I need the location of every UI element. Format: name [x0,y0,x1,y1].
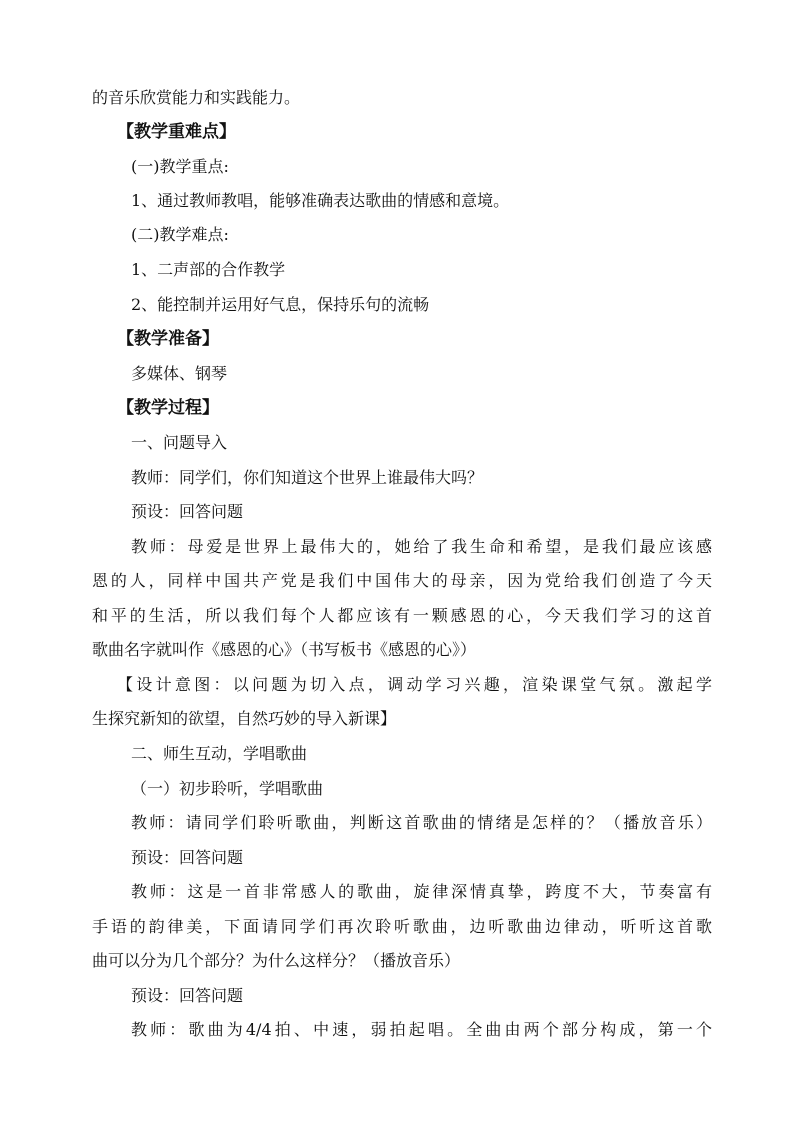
text-line: 二、师生互动，学唱歌曲 [131,744,308,763]
text-line: 教师：这是一首非常感人的歌曲，旋律深情真挚，跨度不大，节奏富有 [131,882,712,901]
text-line: 生探究新知的欲望，自然巧妙的导入新课】 [92,709,397,728]
text-line: (二)教学难点: [131,225,229,244]
text-line: 预设：回答问题 [131,502,244,521]
text-line: 教师：同学们，你们知道这个世界上谁最伟大吗？ [131,468,484,487]
section-heading: 【教学准备】 [117,329,219,349]
text-line: 教师：请同学们聆听歌曲，判断这首歌曲的情绪是怎样的？（播放音乐） [131,813,712,832]
text-line: 手语的韵律美，下面请同学们再次聆听歌曲，边听歌曲边律动，听听这首歌 [92,917,712,936]
text-line: 预设：回答问题 [131,986,244,1005]
text-line: 的音乐欣赏能力和实践能力。 [92,88,301,107]
text-line: (一)教学重点: [131,157,229,176]
section-heading: 【教学过程】 [117,398,219,418]
text-line: 【设计意图：以问题为切入点，调动学习兴趣，渲染课堂气氛。激起学 [117,675,712,694]
text-line: （一）初步聆听，学唱歌曲 [131,779,324,798]
text-line: 曲可以分为几个部分？为什么这样分？（播放音乐） [92,951,461,970]
text-line: 教师：歌曲为4/4拍、中速，弱拍起唱。全曲由两个部分构成，第一个 [131,1020,712,1039]
text-line: 和平的生活，所以我们每个人都应该有一颗感恩的心，今天我们学习的这首 [92,606,712,625]
text-line: 教师：母爱是世界上最伟大的，她给了我生命和希望，是我们最应该感 [131,537,712,556]
text-line: 歌曲名字就叫作《感恩的心》（书写板书《感恩的心》） [92,640,477,659]
text-line: 1、二声部的合作教学 [131,260,286,279]
text-line: 2、能控制并运用好气息，保持乐句的流畅 [131,295,430,314]
section-heading: 【教学重难点】 [117,122,236,142]
text-line: 恩的人，同样中国共产党是我们中国伟大的母亲，因为党给我们创造了今天 [92,571,712,590]
text-line: 多媒体、钢琴 [131,364,228,383]
text-line: 预设：回答问题 [131,848,244,867]
text-line: 1、通过教师教唱，能够准确表达歌曲的情感和意境。 [131,191,510,210]
text-line: 一、问题导入 [131,433,228,452]
